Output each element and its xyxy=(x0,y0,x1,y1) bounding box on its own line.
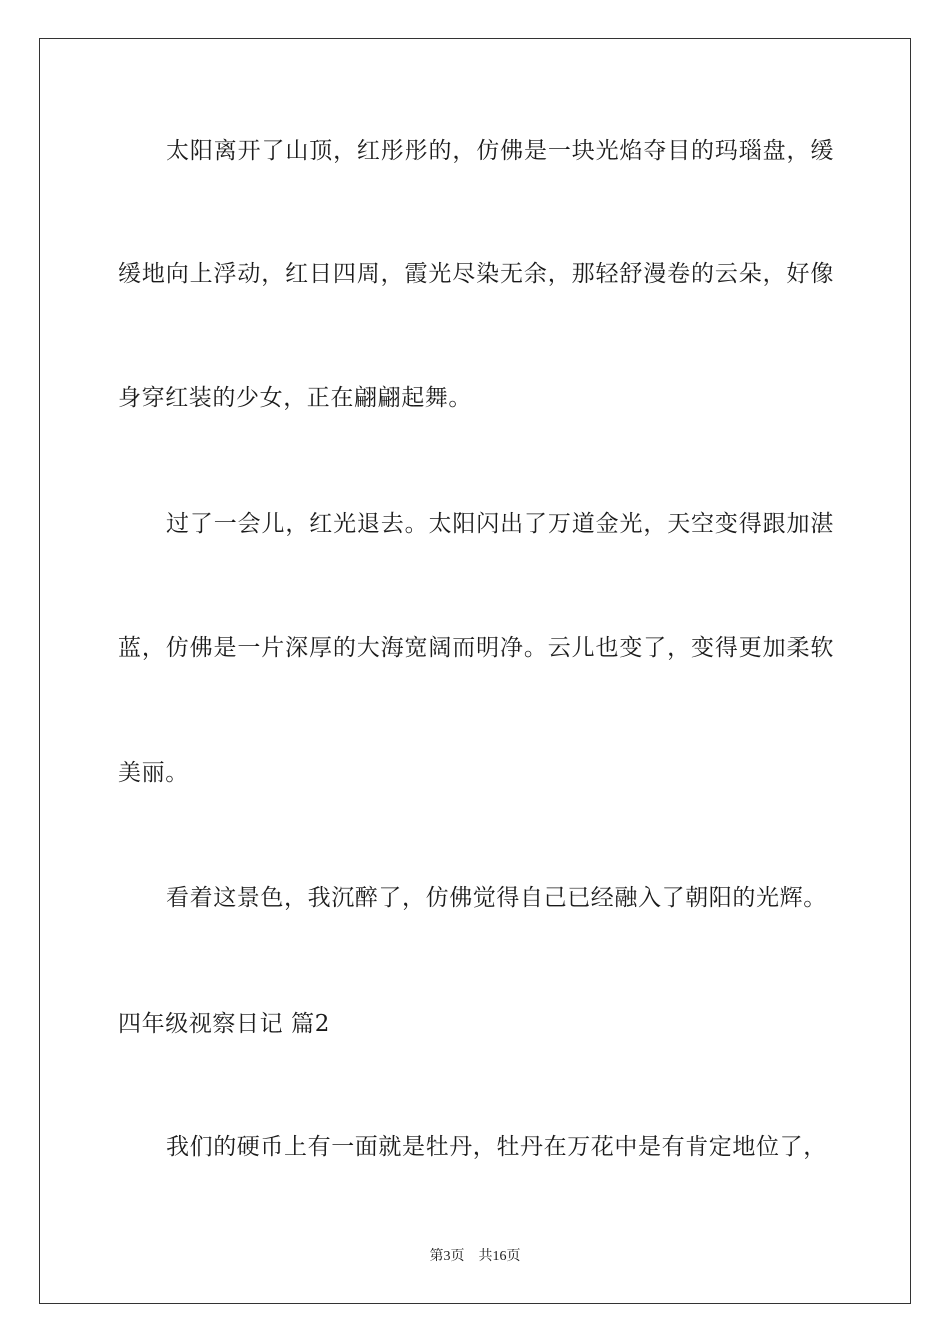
page-footer xyxy=(0,1247,950,1267)
paragraph-line: 过了一会儿，红光退去。太阳闪出了万道金光，天空变得跟加湛 xyxy=(166,511,834,537)
paragraph-line: 我们的硬币上有一面就是牡丹，牡丹在万花中是有肯定地位了， xyxy=(166,1134,827,1160)
paragraph-line: 缓地向上浮动，红日四周，霞光尽染无余，那轻舒漫卷的云朵，好像 xyxy=(118,261,834,287)
paragraph-line: 太阳离开了山顶，红彤彤的，仿佛是一块光焰夺目的玛瑙盘，缓 xyxy=(166,138,834,164)
section-heading: 四年级视察日记 篇2 xyxy=(118,1011,330,1037)
paragraph-line: 身穿红装的少女，正在翩翩起舞。 xyxy=(118,385,472,411)
page-total: 共16页 xyxy=(478,1249,521,1264)
paragraph-line: 美丽。 xyxy=(118,760,189,786)
paragraph-line: 蓝，仿佛是一片深厚的大海宽阔而明净。云儿也变了，变得更加柔软 xyxy=(118,635,834,661)
page-border xyxy=(39,38,911,1304)
page-number: 第3页 xyxy=(429,1249,465,1264)
paragraph-line: 看着这景色，我沉醉了，仿佛觉得自己已经融入了朝阳的光辉。 xyxy=(166,885,827,911)
